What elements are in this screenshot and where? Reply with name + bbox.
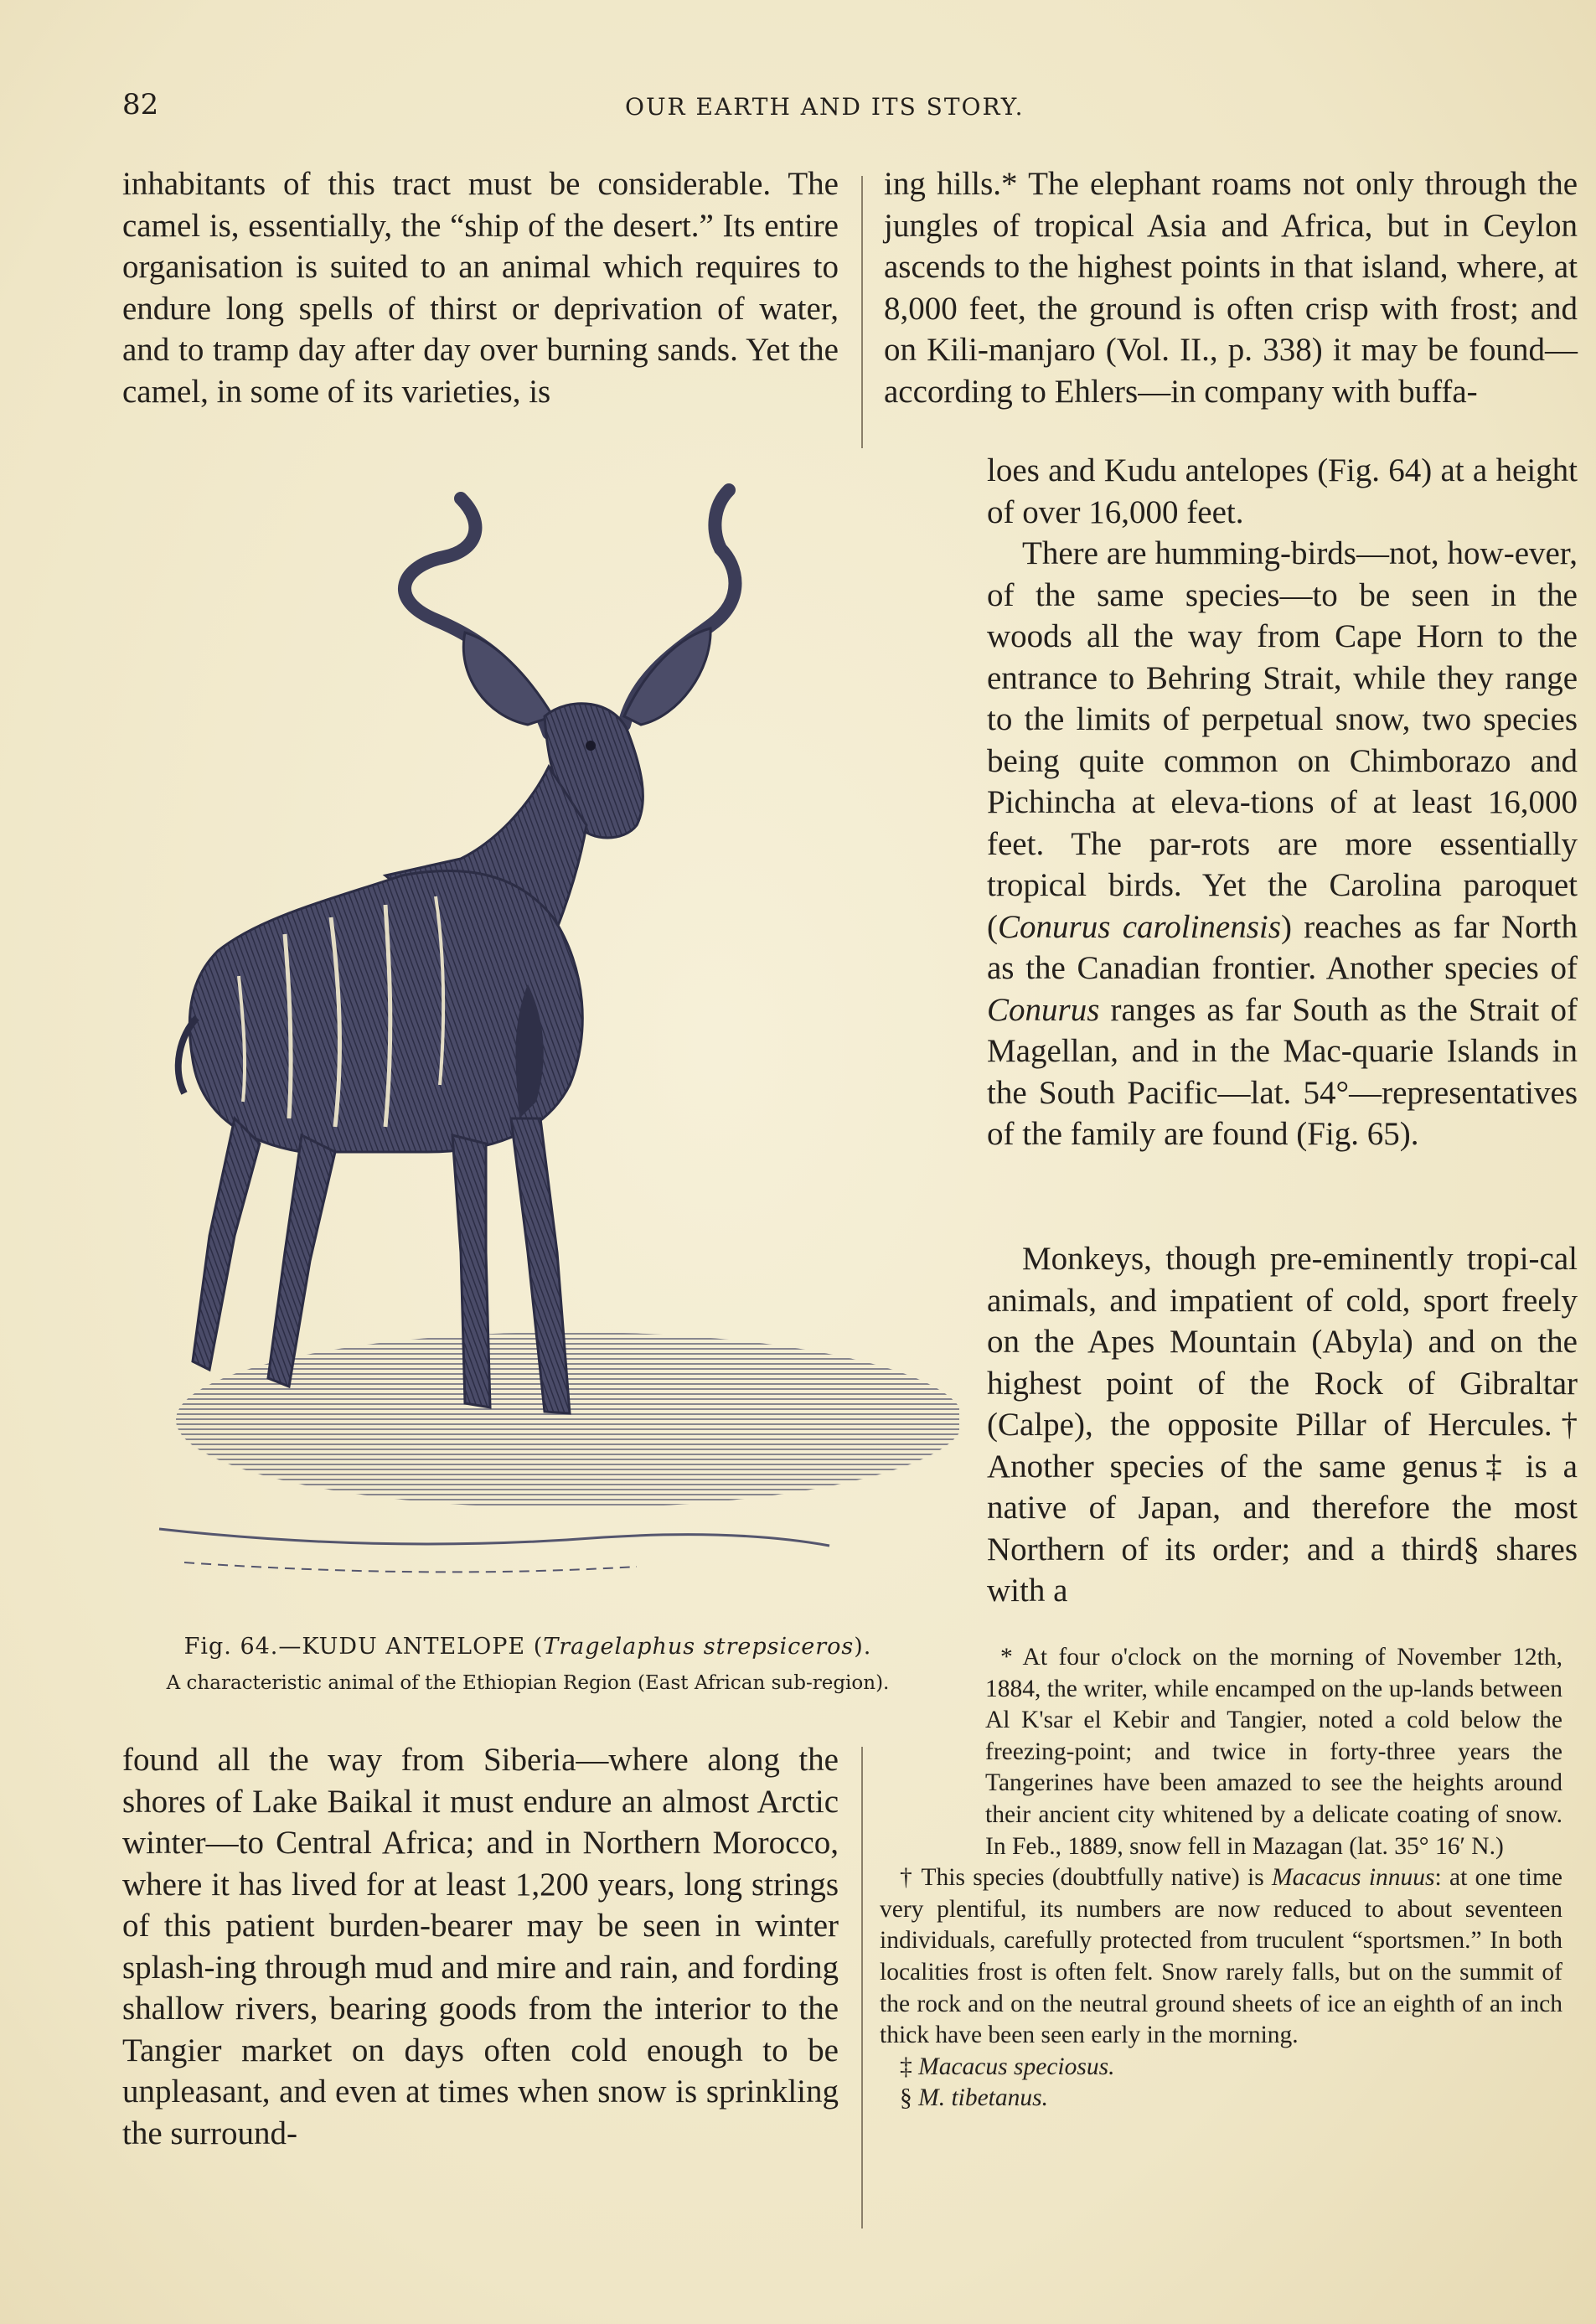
page-number: 82 xyxy=(122,88,159,121)
left-column-top-text: inhabitants of this tract must be considerable. The camel is, essentially, the “ship of the desert.” Its entire organisation is suited to an animal which requires to endure long spells of thirst or deprivation of water, and to tramp day after day over burning sands. Yet the camel, in some of its varieties, is xyxy=(122,166,839,410)
italic-species-name: Conurus carolinensis xyxy=(998,908,1281,945)
right-column-top-text: ing hills.* The elephant roams not only through the jungles of tropical Asia and Africa, but in Ceylon ascends to the highest points in that island, where, at 8,000 feet, the ground is often crisp with frost; and on Kili-manjaro (Vol. II., p. 338) it may be found—according to Ehlers—in company with buffa- xyxy=(884,166,1578,410)
figure-caption: Fig. 64.—KUDU ANTELOPE (Tragelaphus strepsiceros). xyxy=(183,1634,872,1660)
footnote-asterisk: * At four o'clock on the morning of November 12th, 1884, the writer, while encamped on the up-lands between Al K'sar el Kebir and Tangier, noted a cold below the freezing-point; and twice in forty-three years the Tangerines have been amazed to see the heights around their ancient city whitened by a delicate coating of snow. In Feb., 1889, snow fell in Mazagan (lat. 35° 16′ N.) xyxy=(985,1644,1562,1860)
footnote-double-dagger: ‡ Macacus speciosus. xyxy=(900,2053,1115,2080)
footnote-species-name: Macacus innuus xyxy=(1272,1864,1435,1892)
page-header xyxy=(122,88,1580,128)
paragraph-monkeys: Monkeys, though pre-eminently tropi-cal animals, and impatient of cold, sport freely on the Apes Mountain (Abyla) and on the highest point of the Rock of Gibraltar (Calpe), the opposite Pillar of Hercules.† Another species of the same genus‡ is a native of Japan, and therefore the most Northern of its order; and a third§ shares with a xyxy=(987,1241,1578,1609)
figure-species-name: Tragelaphus strepsiceros xyxy=(543,1634,855,1660)
footnote-dagger: † This species (doubtfully native) is Macacus innuus: at one time very plentiful, its numbers are now reduced to about seventeen individuals, carefully protected from truculent “sportsmen.” In both localities frost is often felt. Snow rarely falls, but on the summit of the rock and on the neutral ground sheets of ice an eighth of an inch thick have been seen early in the morning. xyxy=(880,1864,1563,2049)
figure-subcaption: A characteristic animal of the Ethiopian Region (East African sub-region). xyxy=(166,1672,890,1694)
footnote-section: § M. tibetanus. xyxy=(900,2084,1048,2112)
italic-genus-name: Conurus xyxy=(987,991,1100,1028)
paragraph-kudu-height: loes and Kudu antelopes (Fig. 64) at a height of over 16,000 feet. xyxy=(987,452,1578,530)
column-rule-top xyxy=(861,176,863,448)
left-column-bottom-text: found all the way from Siberia—where along the shores of Lake Baikal it must endure an almost Arctic winter—to Central Africa; and in Northern Morocco, where it has lived for at least 1,200 years, long strings of this patient burden-bearer may be seen in winter splash-ing through mud and mire and rain, and fording shallow rivers, bearing goods from the interior to the Tangier market on days often cold enough to be unpleasant, and even at times when snow is sprinkling the surround- xyxy=(122,1742,839,2151)
footnotes xyxy=(880,1642,1562,2115)
running-title: OUR EARTH AND ITS STORY. xyxy=(625,93,1025,121)
column-rule-bottom xyxy=(861,1747,863,2228)
kudu-antelope-illustration xyxy=(134,482,959,1609)
paragraph-humming-birds: There are humming-birds—not, how-ever, of the same species—to be seen in the woods all the way from Cape Horn to the entrance to Behring Strait, while they range to the limits of perpetual snow, two species being quite common on Chimborazo and Pichincha at eleva-tions of at least 16,000 feet. The par-rots are more essentially tropical birds. Yet the Carolina paroquet (Conurus carolinensis) reaches as far North as the Canadian frontier. Another species of Conurus ranges as far South as the Strait of Magellan, and in the Mac-quarie Islands in the South Pacific—lat. 54°—representatives of the family are found (Fig. 65). xyxy=(987,535,1578,1152)
